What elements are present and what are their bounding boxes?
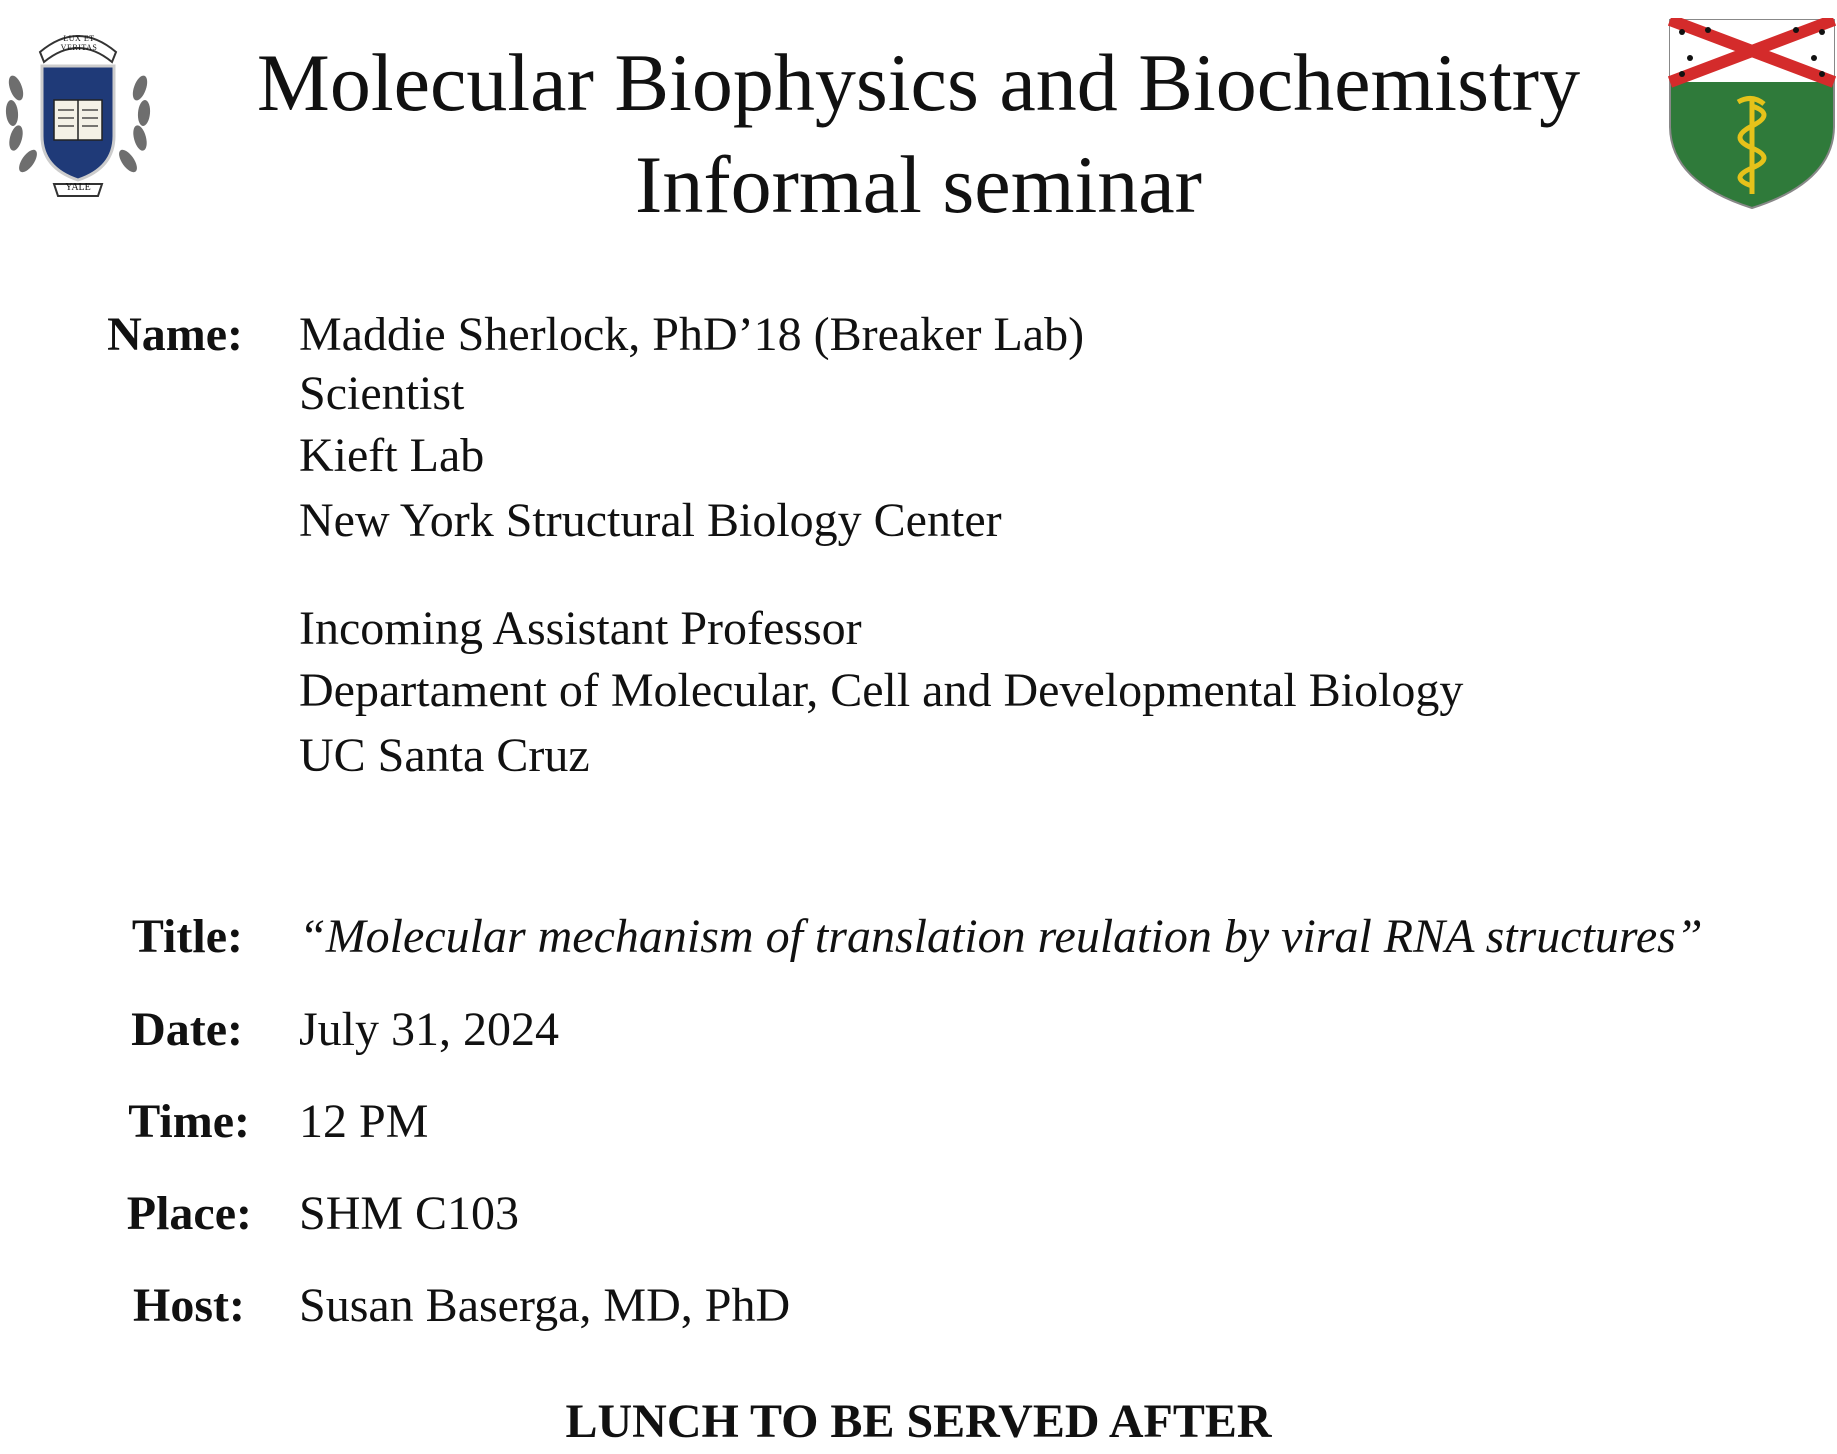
page-title: Molecular Biophysics and Biochemistry bbox=[256, 37, 1581, 128]
seminar-date: July 31, 2024 bbox=[299, 1003, 560, 1056]
name-line: Scientist bbox=[299, 367, 465, 420]
name-line: Departament of Molecular, Cell and Developmental Biology bbox=[299, 664, 1464, 717]
seminar-time: 12 PM bbox=[299, 1095, 429, 1148]
yale-seal-motto: LUX ET VERITAS bbox=[60, 34, 98, 52]
seminar-place: SHM C103 bbox=[299, 1187, 520, 1240]
page-subtitle: Informal seminar bbox=[635, 139, 1202, 230]
name-line: Incoming Assistant Professor bbox=[299, 602, 862, 655]
name-line: Maddie Sherlock, PhD’18 (Breaker Lab) bbox=[299, 308, 1085, 361]
seminar-title: “Molecular mechanism of translation reulation by viral RNA structures” bbox=[299, 910, 1703, 963]
name-line: New York Structural Biology Center bbox=[299, 494, 1002, 547]
yale-seal-name: YALE bbox=[65, 182, 91, 193]
place-label: Place: bbox=[126, 1187, 252, 1240]
name-line: UC Santa Cruz bbox=[299, 729, 590, 782]
lunch-note: LUNCH TO BE SERVED AFTER bbox=[565, 1395, 1272, 1448]
seminar-host: Susan Baserga, MD, PhD bbox=[299, 1279, 791, 1332]
title-label: Title: bbox=[131, 910, 243, 963]
yale-medicine-shield-icon bbox=[1668, 18, 1836, 210]
date-label: Date: bbox=[131, 1003, 243, 1056]
host-label: Host: bbox=[133, 1279, 245, 1332]
name-label: Name: bbox=[107, 308, 243, 361]
name-line: Kieft Lab bbox=[299, 429, 485, 482]
time-label: Time: bbox=[128, 1095, 250, 1148]
